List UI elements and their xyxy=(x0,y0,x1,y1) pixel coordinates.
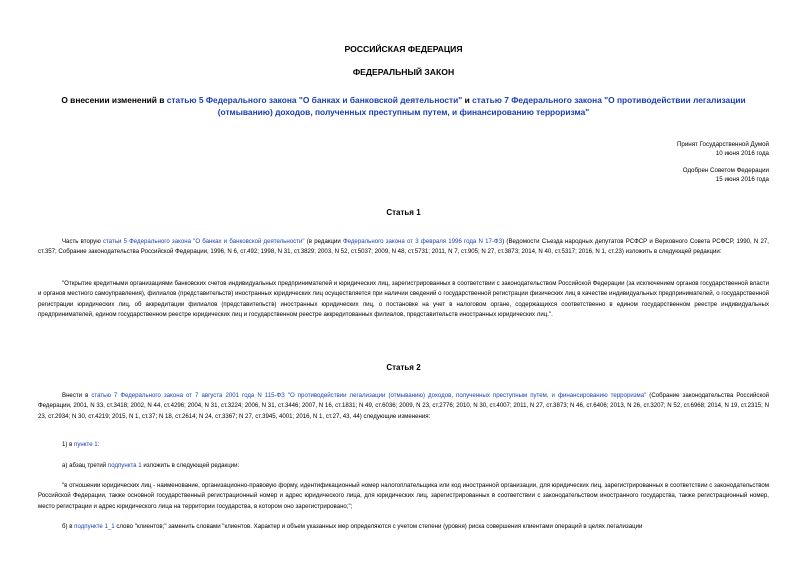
link-subpoint-1[interactable]: подпункта 1 xyxy=(107,462,142,469)
title-text: и xyxy=(462,95,473,105)
title-link-article7[interactable]: статью 7 Федерального закона "О противодействии легализации (отмыванию) доходов, полученных преступным путем, и финансированию терроризма" xyxy=(217,95,746,117)
country-heading: РОССИЙСКАЯ ФЕДЕРАЦИЯ xyxy=(344,44,463,54)
article-1-paragraph xyxy=(38,237,769,258)
duma-adoption-date: 10 июня 2016 года xyxy=(715,150,769,157)
paragraph-text: ) (Ведомости Съезда народных депутатов РСФСР и Верховного Совета РСФСР, 1990, N 27, ст.357; Собрание законодательства Российской Федерации, 1996, N 6, ст.492; 1998, N 31, ст.3829; 2003, N 52, ст.5037; 2009, N 48, ст.5731; 2011, N 7, ст.905; N 27, ст.3873; 2014, N 40, ст.5317; 2016, N 1, ст.23) изложить в следующей редакции: xyxy=(38,238,769,256)
link-article7-115fz[interactable]: статью 7 Федерального закона от 7 августа 2001 года N 115-ФЗ "О противодействии легализации (отмыванию) доходов, полученных преступным путем, и финансированию терроризма" xyxy=(91,392,647,399)
duma-adoption xyxy=(677,140,769,158)
law-title xyxy=(38,94,769,118)
link-article5-bank-law[interactable]: статьи 5 Федерального закона "О банках и банковской деятельности" xyxy=(103,238,305,245)
paragraph-text: (в редакции xyxy=(304,238,343,245)
paragraph-text: Внести в xyxy=(62,392,92,399)
article-1-quote: "Открытие кредитными организациями банковских счетов индивидуальных предпринимателей и юридических лиц, зарегистрированных в соответствии с законодательством Российской Федерации (за исключением органов государственной власти и органов местного самоуправления), филиалов (представительств) иностранных юридических лиц осуществляется при наличии сведений о государственной регистрации физических лиц в качестве индивидуальных предпринимателей, о государственной регистрации юридических лиц, об аккредитации филиалов (представительств) иностранных юридических лиц, о постановке на учет в налоговом органе, содержащихся соответственно в едином государственном реестре индивидуальных предпринимателей, едином государственном реестре юридических лиц и государственном реестре аккредитованных филиалов, представительств иностранных юридических лиц.". xyxy=(38,280,769,319)
paragraph-text: 1) в xyxy=(62,441,75,448)
title-text: О внесении изменений в xyxy=(61,95,167,105)
article-2-heading: Статья 2 xyxy=(386,363,421,372)
link-federal-law-17fz[interactable]: Федерального закона от 3 февраля 1996 года N 17-ФЗ xyxy=(342,238,503,245)
paragraph-text: Часть вторую xyxy=(62,238,103,245)
link-point-1[interactable]: пункте 1 xyxy=(74,441,98,448)
article-2-item-1 xyxy=(38,440,769,450)
paragraph-text: б) в xyxy=(62,523,75,530)
article-2-quote: "в отношении юридических лиц - наименование, организационно-правовую форму, идентификационный номер налогоплательщика или код иностранной организации, для юридических лиц, зарегистрированных в соответствии с законодательством Российской Федерации, также основной государственный регистрационный номер и адрес юридического лица, для юридических лиц, зарегистрированных в соответствии с законодательством иностранного государства, также регистрационный номер, место регистрации и адрес юридического лица на территории государства, в котором оно зарегистрировано;"; xyxy=(38,482,769,510)
paragraph-text: : xyxy=(97,441,100,448)
duma-adoption-label: Принят Государственной Думой xyxy=(676,141,769,148)
council-approval xyxy=(683,166,769,184)
council-approval-label: Одобрен Советом Федерации xyxy=(682,167,769,174)
paragraph-text: (Собрание законодательства Российской Федерации, 2001, N 33, ст.3418; 2002, N 44, ст.4296; 2004, N 31, ст.3224; 2006, N 31, ст.3446; 2007, N 16, ст.1831; N 49, ст.6036; 2009, N 23, ст.2776; 2010, N 30, ст.4007; 2011, N 27, ст.3873; N 46, ст.6406; 2013, N 26, ст.3207; N 52, ст.6968; 2014, N 19, ст.2315; N 23, ст.2934; N 30, ст.4219; 2015, N 1, ст.37; N 18, ст.2614; N 24, ст.3367; N 27, ст.3945, 4001; 2016, N 1, ст.27, 43, 44) следующие изменения: xyxy=(38,392,770,420)
article-2-item-b xyxy=(38,522,769,532)
paragraph-text: слово "клиентов;" заменить словами "клиентов. Характер и объем указанных мер определяются с учетом степени (уровня) риска совершения клиентами операций в целях легализации xyxy=(114,523,643,530)
paragraph-text: а) абзац третий xyxy=(62,462,108,469)
paragraph-text: изложить в следующей редакции: xyxy=(141,462,240,469)
title-link-article5[interactable]: статью 5 Федерального закона "О банках и банковской деятельности" xyxy=(166,95,463,105)
article-1-heading: Статья 1 xyxy=(386,208,421,217)
council-approval-date: 15 июня 2016 года xyxy=(715,176,769,183)
article-2-paragraph xyxy=(38,391,769,422)
article-2-item-a xyxy=(38,461,769,471)
law-type-heading: ФЕДЕРАЛЬНЫЙ ЗАКОН xyxy=(352,67,455,77)
link-subpoint-1-1[interactable]: подпункте 1_1 xyxy=(74,523,115,530)
